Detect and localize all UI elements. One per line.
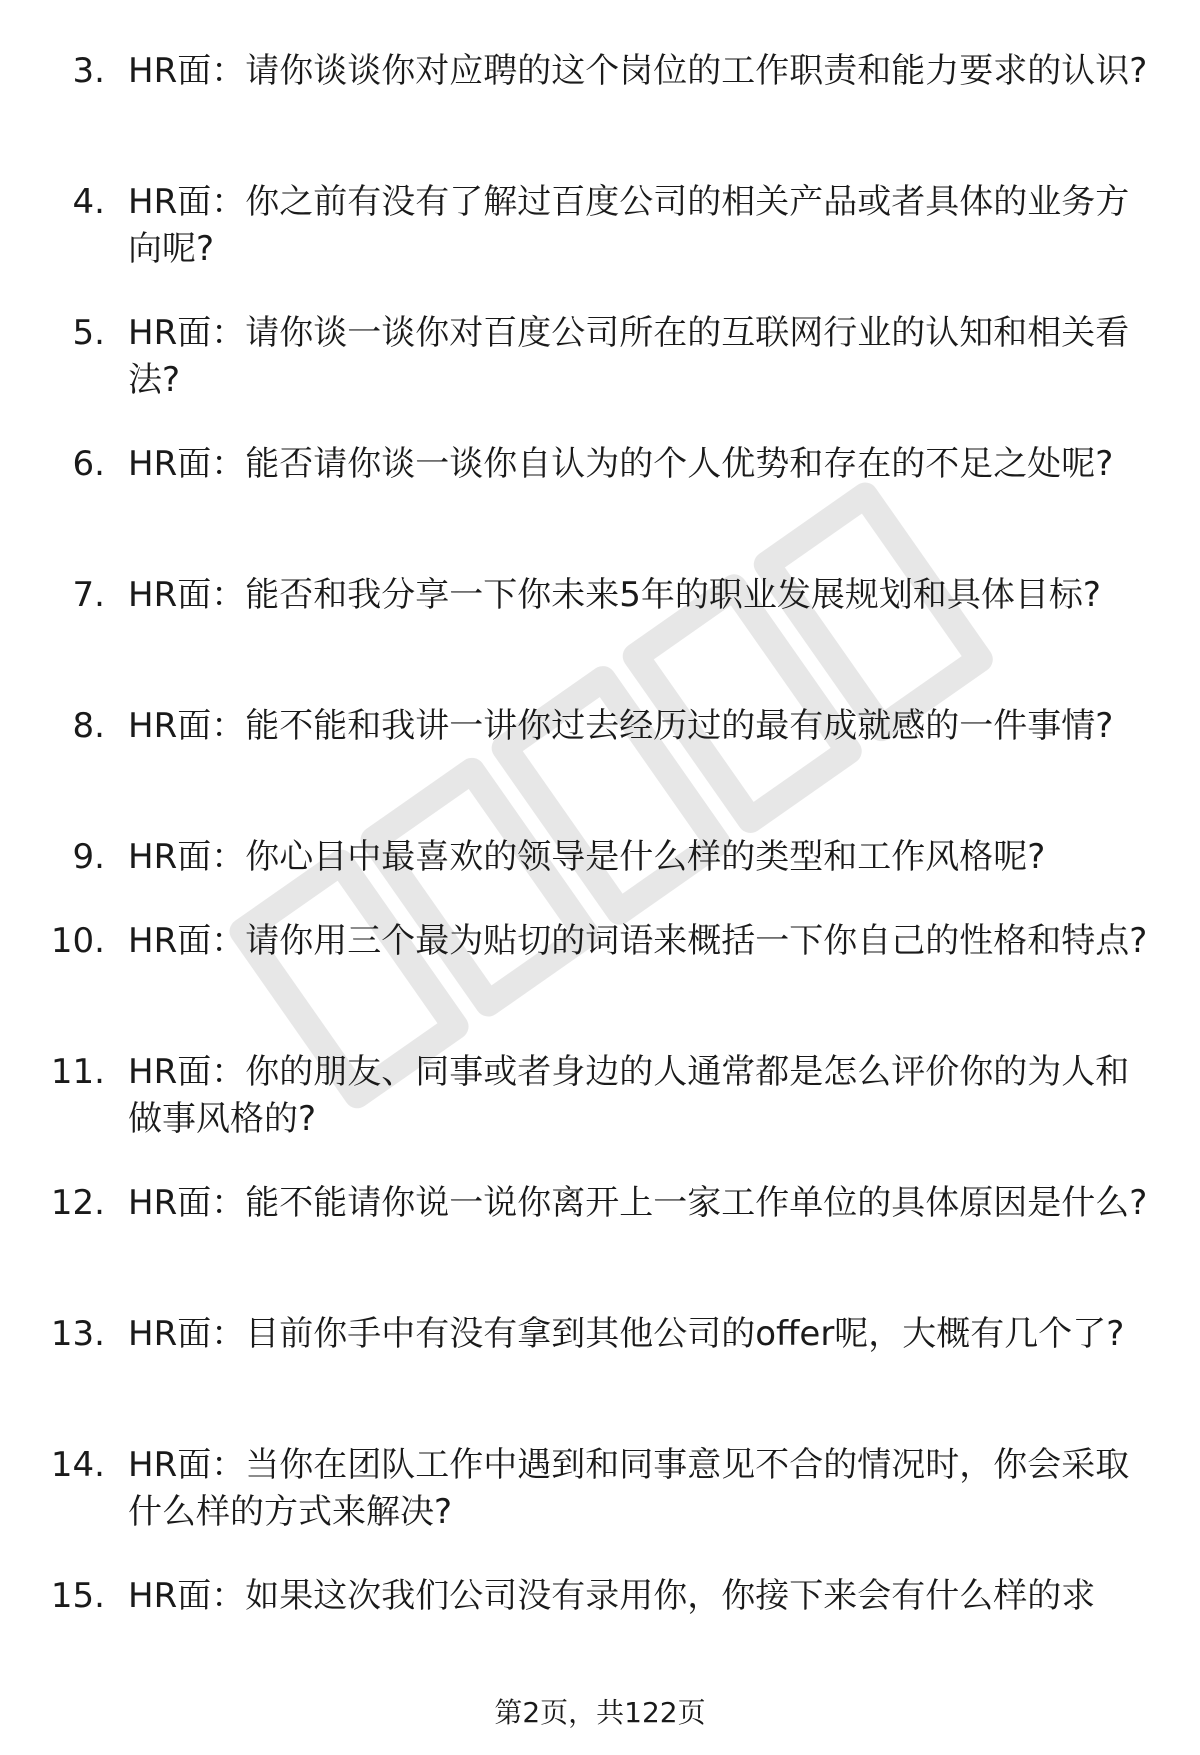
question-text: HR面：目前你手中有没有拿到其他公司的offer呢，大概有几个了?	[128, 1314, 1125, 1354]
question-item	[0, 1442, 1200, 1573]
question-number: 7.	[72, 575, 105, 615]
question-item	[0, 1049, 1200, 1180]
question-number: 3.	[72, 51, 105, 91]
question-item	[0, 572, 1200, 703]
question-text: HR面：能不能请你说一说你离开上一家工作单位的具体原因是什么?	[128, 1183, 1148, 1223]
question-text: HR面：如果这次我们公司没有录用你，你接下来会有什么样的求	[128, 1576, 1096, 1616]
question-text: HR面：你之前有没有了解过百度公司的相关产品或者具体的业务方向呢?	[128, 182, 1130, 269]
question-number: 6.	[72, 444, 105, 484]
question-text: HR面：能否和我分享一下你未来5年的职业发展规划和具体目标?	[128, 575, 1101, 615]
question-item	[0, 179, 1200, 310]
question-text: HR面：能不能和我讲一讲你过去经历过的最有成就感的一件事情?	[128, 706, 1114, 746]
question-text: HR面：当你在团队工作中遇到和同事意见不合的情况时，你会采取什么样的方式来解决?	[128, 1445, 1130, 1532]
question-number: 4.	[72, 182, 105, 222]
question-list	[0, 48, 1200, 1704]
question-number: 14.	[50, 1445, 105, 1485]
question-number: 15.	[50, 1576, 105, 1616]
question-text: HR面：请你谈一谈你对百度公司所在的互联网行业的认知和相关看法?	[128, 313, 1130, 400]
question-item	[0, 834, 1200, 918]
question-item	[0, 1573, 1200, 1704]
question-number: 12.	[50, 1183, 105, 1223]
question-item	[0, 1311, 1200, 1442]
question-item	[0, 918, 1200, 1049]
question-item	[0, 1180, 1200, 1311]
question-text: HR面：你的朋友、同事或者身边的人通常都是怎么评价你的为人和做事风格的?	[128, 1052, 1130, 1139]
question-number: 13.	[50, 1314, 105, 1354]
question-item	[0, 310, 1200, 441]
question-number: 10.	[50, 921, 105, 961]
question-text: HR面：能否请你谈一谈你自认为的个人优势和存在的不足之处呢?	[128, 444, 1114, 484]
question-number: 11.	[50, 1052, 105, 1092]
question-text: HR面：你心目中最喜欢的领导是什么样的类型和工作风格呢?	[128, 837, 1046, 877]
question-text: HR面：请你用三个最为贴切的词语来概括一下你自己的性格和特点?	[128, 921, 1148, 961]
question-item	[0, 703, 1200, 834]
page-indicator: 第2页，共122页	[494, 1696, 706, 1729]
question-number: 8.	[72, 706, 105, 746]
question-number: 9.	[72, 837, 105, 877]
question-number: 5.	[72, 313, 105, 353]
question-item	[0, 441, 1200, 572]
question-text: HR面：请你谈谈你对应聘的这个岗位的工作职责和能力要求的认识?	[128, 51, 1148, 91]
question-item	[0, 48, 1200, 179]
